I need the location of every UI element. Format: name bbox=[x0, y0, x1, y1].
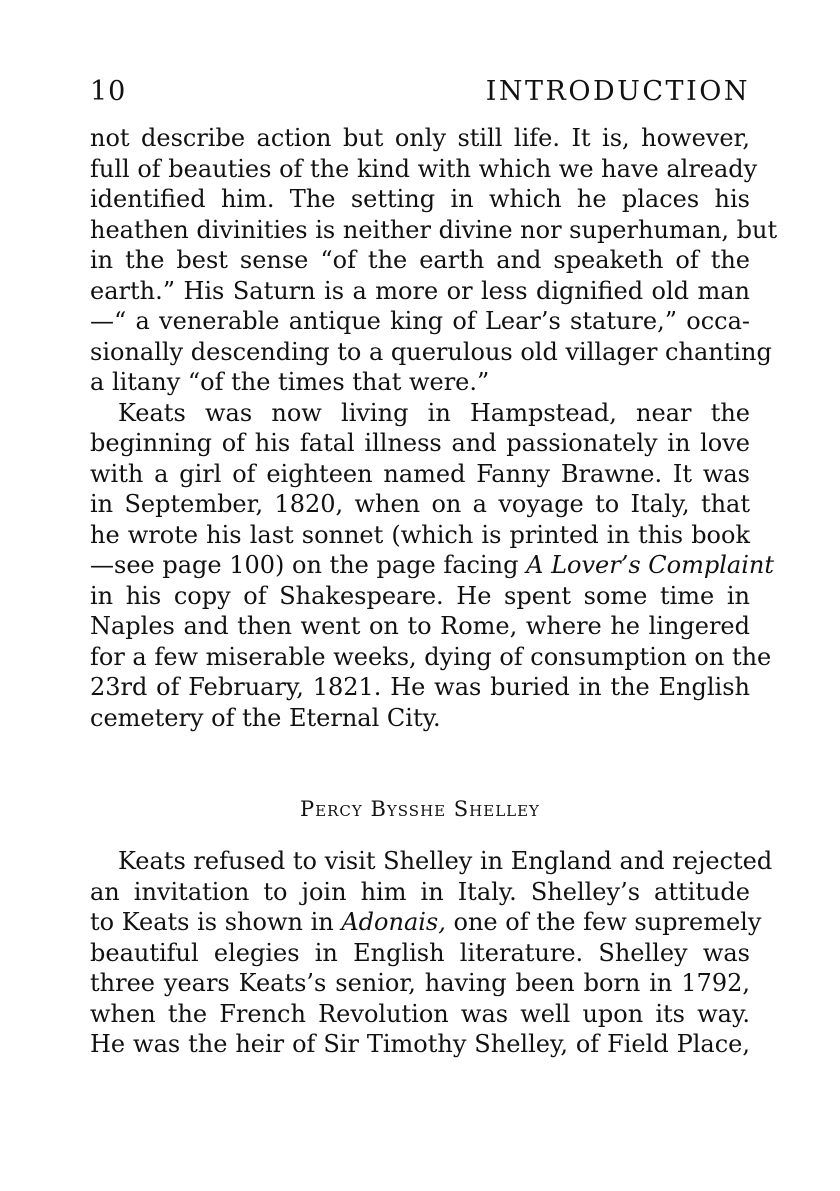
section-heading: Percy Bysshe Shelley bbox=[300, 797, 540, 821]
text-line: in his copy of Shakespeare. He spent some time in bbox=[90, 581, 750, 610]
text-run: to Keats is shown in bbox=[90, 908, 342, 936]
text-line: in the best sense “of the earth and speaketh of the bbox=[90, 246, 750, 274]
running-head: INTRODUCTION bbox=[485, 76, 750, 107]
italic-title: Adonais, bbox=[341, 908, 446, 936]
italic-title: A Lover’s Complaint bbox=[526, 551, 774, 579]
text-line: earth.” His Saturn is a more or less dignified old man bbox=[90, 276, 750, 305]
text-line: —“ a venerable antique king of Lear’s stature,” occa- bbox=[90, 307, 750, 335]
text-run: —see page 100) on the page facing bbox=[90, 551, 527, 579]
paragraph-continuation bbox=[90, 123, 778, 398]
page-number: 10 bbox=[90, 76, 127, 107]
text-line: beautiful elegies in English literature. Shelley was bbox=[90, 938, 750, 967]
text-line: an invitation to join him in Italy. Shelley’s attitude bbox=[90, 877, 750, 906]
text-line: when the French Revolution was well upon its way. bbox=[90, 999, 750, 1028]
text-line: not describe action but only still life. It is, however, bbox=[90, 124, 750, 152]
page-header bbox=[90, 76, 750, 116]
text-line: cemetery of the Eternal City. bbox=[90, 703, 441, 732]
text-line: heathen divinities is neither divine nor superhuman, but bbox=[90, 215, 778, 244]
text-line: Naples and then went on to Rome, where he lingered bbox=[90, 612, 750, 640]
text-line: for a few miserable weeks, dying of consumption on the bbox=[90, 642, 772, 671]
text-line: full of beauties of the kind with which we have already bbox=[90, 154, 758, 183]
paragraph-shelley bbox=[90, 846, 773, 1060]
text-line: 23rd of February, 1821. He was buried in the English bbox=[90, 673, 750, 701]
text-line: three years Keats’s senior, having been born in 1792, bbox=[90, 969, 750, 997]
text-line: with a girl of eighteen named Fanny Brawne. It was bbox=[90, 459, 750, 488]
text-line: a litany “of the times that were.” bbox=[90, 368, 490, 396]
text-line: he wrote his last sonnet (which is printed in this book bbox=[90, 520, 750, 549]
text-line: beginning of his fatal illness and passionately in love bbox=[90, 429, 750, 457]
text-line: identified him. The setting in which he places his bbox=[90, 185, 750, 213]
text-line: Keats refused to visit Shelley in England and rejected bbox=[118, 847, 773, 875]
text-line bbox=[90, 550, 774, 581]
text-run: one of the few supremely bbox=[445, 908, 762, 936]
paragraph-keats bbox=[90, 398, 774, 734]
text-line: He was the heir of Sir Timothy Shelley, of Field Place, bbox=[90, 1030, 750, 1058]
text-line: in September, 1820, when on a voyage to Italy, that bbox=[90, 490, 750, 518]
text-line: sionally descending to a querulous old villager chanting bbox=[90, 337, 772, 366]
text-line bbox=[90, 907, 762, 938]
text-line: Keats was now living in Hampstead, near the bbox=[118, 398, 750, 427]
